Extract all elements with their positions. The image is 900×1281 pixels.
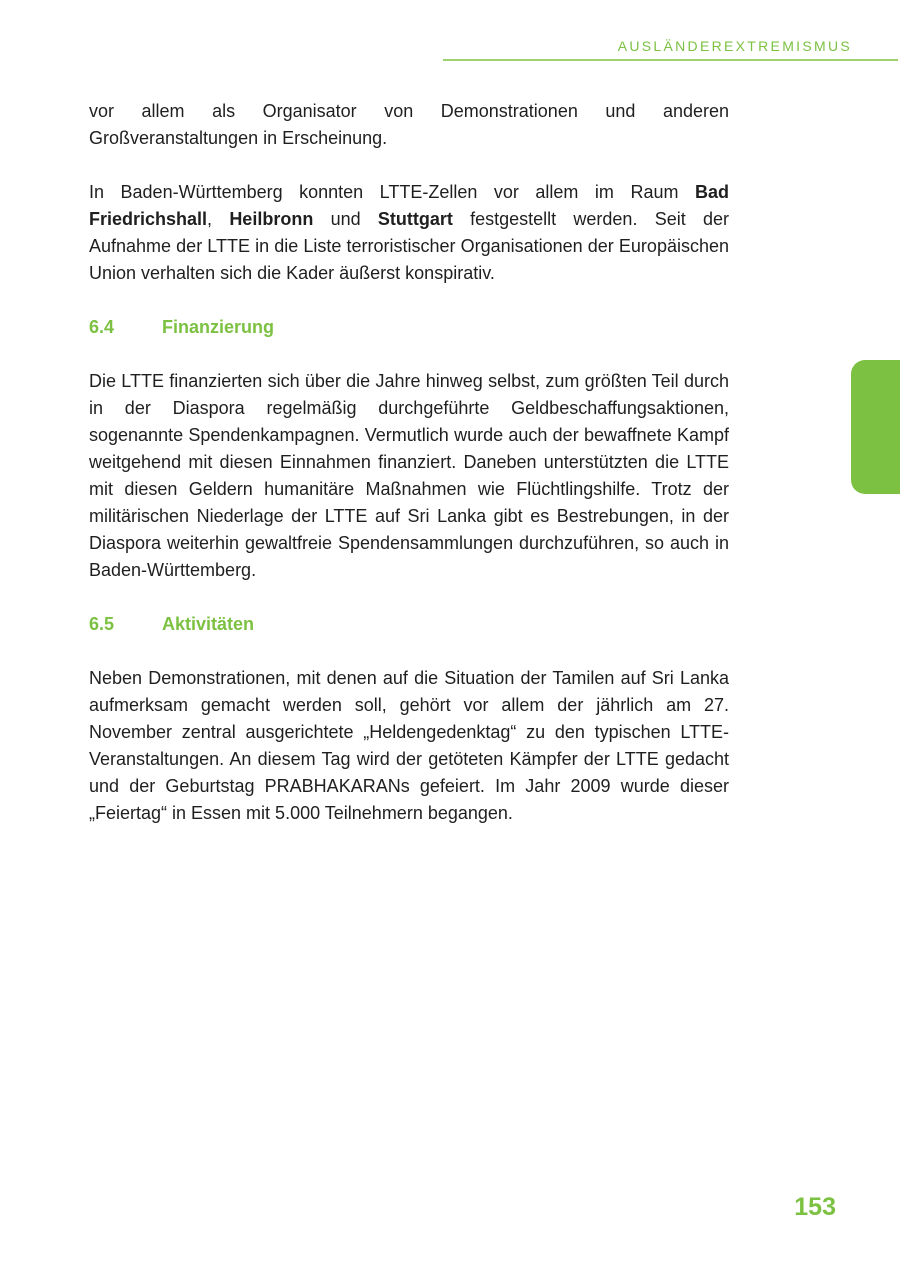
page-number: 153 xyxy=(794,1193,836,1221)
section-title: Aktivitäten xyxy=(162,614,255,634)
paragraph-activities: Neben Demonstrationen, mit denen auf die Situation der Tamilen auf Sri Lanka aufmerksam gemacht werden soll, gehört vor allem der jährlich am 27. November zentral ausgerichtete „Heldengedenktag“ zu den typischen LTTE-Veranstaltungen. An diesem Tag wird der getöteten Kämpfer der LTTE gedacht und der Geburtstag PRABHAKARANs gefeiert. Im Jahr 2009 wurde dieser „Feiertag“ in Essen mit 5.000 Teilnehmern begangen. xyxy=(89,668,729,823)
paragraph-text: und xyxy=(313,209,378,229)
paragraph-text: In Baden-Württemberg konnten LTTE-Zellen vor allem im Raum xyxy=(89,182,695,202)
location-heilbronn: Heilbronn xyxy=(229,209,314,229)
paragraph-text: , xyxy=(207,209,230,229)
location-bad-friedrichshall: Bad Friedrichshall xyxy=(89,182,729,229)
section-heading-activities xyxy=(89,611,729,638)
paragraph-continuation: vor allem als Organisator von Demonstrationen und anderen Großveranstaltungen in Erscheinung. xyxy=(89,101,729,148)
paragraph-financing: Die LTTE finanzierten sich über die Jahre hinweg selbst, zum größten Teil durch in der Diaspora regelmäßig durchgeführte Geldbeschaffungsaktionen, sogenannte Spendenkampagnen. Vermutlich wurde auch der bewaffnete Kampf weitgehend mit diesen Einnahmen finanziert. Daneben unterstützten die LTTE mit diesen Geldern humanitäre Maßnahmen wie Flüchtlingshilfe. Trotz der militärischen Niederlage der LTTE auf Sri Lanka gibt es Bestrebungen, in der Diaspora weiterhin gewaltfreie Spendensammlungen durchzuführen, so auch in Baden-Württemberg. xyxy=(89,371,729,580)
header-rule xyxy=(443,59,898,61)
section-number: 6.4 xyxy=(89,317,115,337)
paragraph-locations xyxy=(89,179,729,287)
section-number: 6.5 xyxy=(89,614,115,634)
running-header-title: AUSLÄNDEREXTREMISMUS xyxy=(617,38,852,54)
location-stuttgart: Stuttgart xyxy=(377,209,453,229)
paragraph-text: festgestellt werden. Seit der Aufnahme der LTTE in die Liste terroristischer Organisationen der Europäischen Union verhalten sich die Kader äußerst konspirativ. xyxy=(89,209,729,283)
page-body xyxy=(89,98,729,854)
section-title: Finanzierung xyxy=(162,317,274,337)
chapter-side-tab xyxy=(851,360,900,494)
section-heading-financing xyxy=(89,314,729,341)
